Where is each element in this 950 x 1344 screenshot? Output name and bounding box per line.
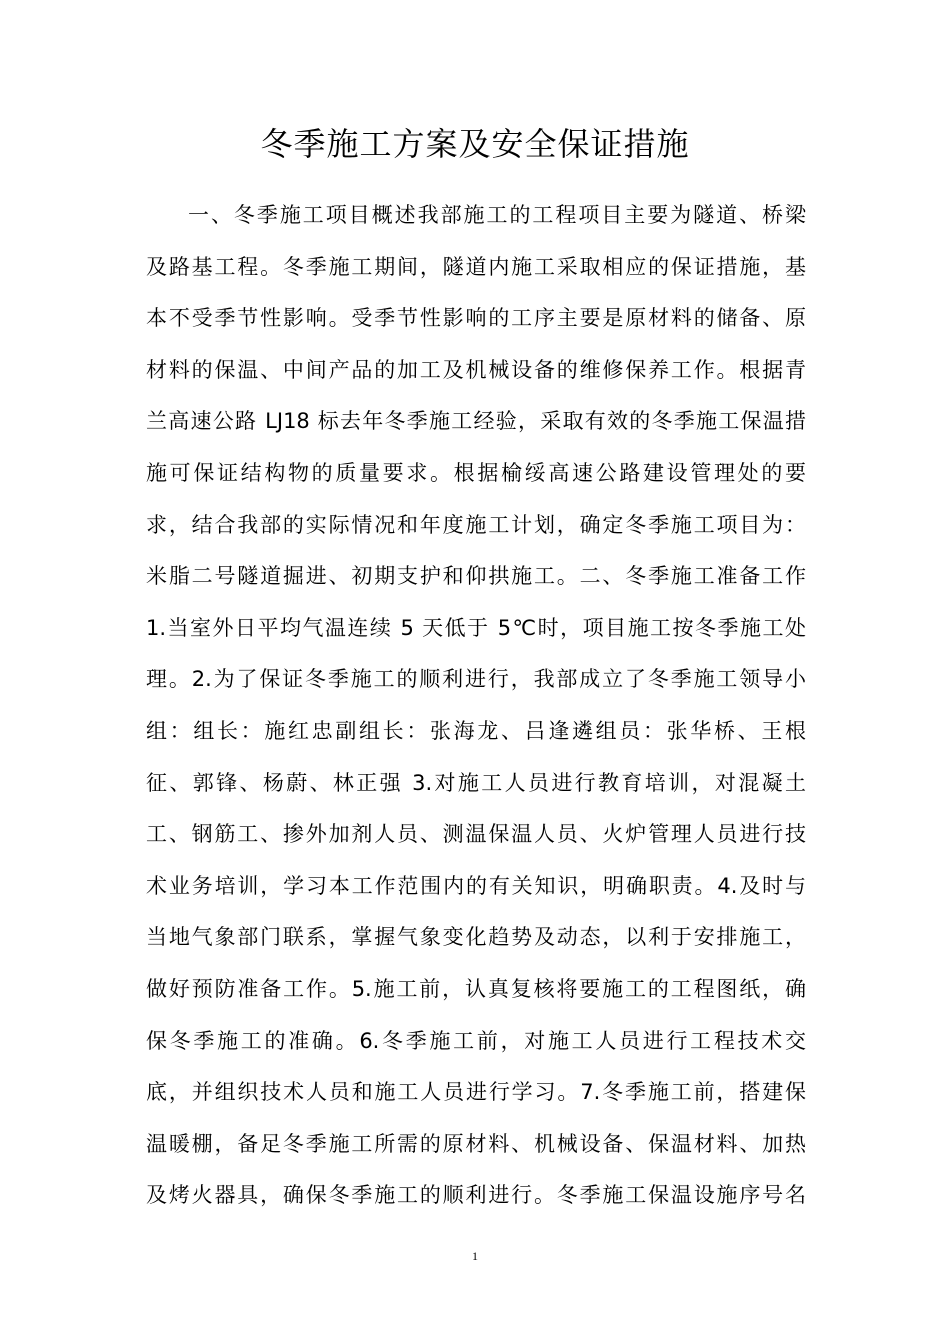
body-line: 一、冬季施工项目概述我部施工的工程项目主要为隧道、桥梁 (188, 203, 806, 227)
body-line: 及路基工程。冬季施工期间，隧道内施工采取相应的保证措施，基 (146, 254, 806, 279)
body-line: 当地气象部门联系，掌握气象变化趋势及动态，以利于安排施工， (146, 925, 806, 950)
document-title: 冬季施工方案及安全保证措施 (260, 125, 690, 163)
document-body (146, 190, 806, 1222)
body-line: 保冬季施工的准确。6.冬季施工前，对施工人员进行工程技术交 (146, 1028, 806, 1053)
body-line: 底，并组织技术人员和施工人员进行学习。7.冬季施工前，搭建保 (146, 1080, 806, 1105)
body-line: 征、郭锋、杨蔚、林正强 3.对施工人员进行教育培训，对混凝土 (146, 770, 806, 795)
body-line: 组：组长：施红忠副组长：张海龙、吕逢遴组员：张华桥、王根 (146, 718, 806, 743)
body-line: 1.当室外日平均气温连续 5 天低于 5℃时，项目施工按冬季施工处 (146, 615, 806, 640)
body-line: 做好预防准备工作。5.施工前，认真复核将要施工的工程图纸，确 (146, 976, 806, 1001)
body-line: 理。2.为了保证冬季施工的顺利进行，我部成立了冬季施工领导小 (146, 667, 806, 692)
body-line: 工、钢筋工、掺外加剂人员、测温保温人员、火炉管理人员进行技 (146, 822, 806, 847)
body-line: 术业务培训，学习本工作范围内的有关知识，明确职责。4.及时与 (146, 873, 806, 898)
body-line: 温暖棚，备足冬季施工所需的原材料、机械设备、保温材料、加热 (146, 1131, 806, 1156)
body-line: 求，结合我部的实际情况和年度施工计划，确定冬季施工项目为： (146, 512, 806, 537)
page-number: 1 (472, 1249, 478, 1263)
body-line: 本不受季节性影响。受季节性影响的工序主要是原材料的储备、原 (146, 306, 806, 331)
body-line: 施可保证结构物的质量要求。根据榆绥高速公路建设管理处的要 (146, 460, 806, 485)
body-line: 兰高速公路 LJ18 标去年冬季施工经验，采取有效的冬季施工保温措 (146, 409, 806, 434)
body-line: 材料的保温、中间产品的加工及机械设备的维修保养工作。根据青 (146, 357, 806, 382)
body-line: 及烤火器具，确保冬季施工的顺利进行。冬季施工保温设施序号名 (146, 1183, 806, 1208)
body-line: 米脂二号隧道掘进、初期支护和仰拱施工。二、冬季施工准备工作 (146, 564, 806, 589)
